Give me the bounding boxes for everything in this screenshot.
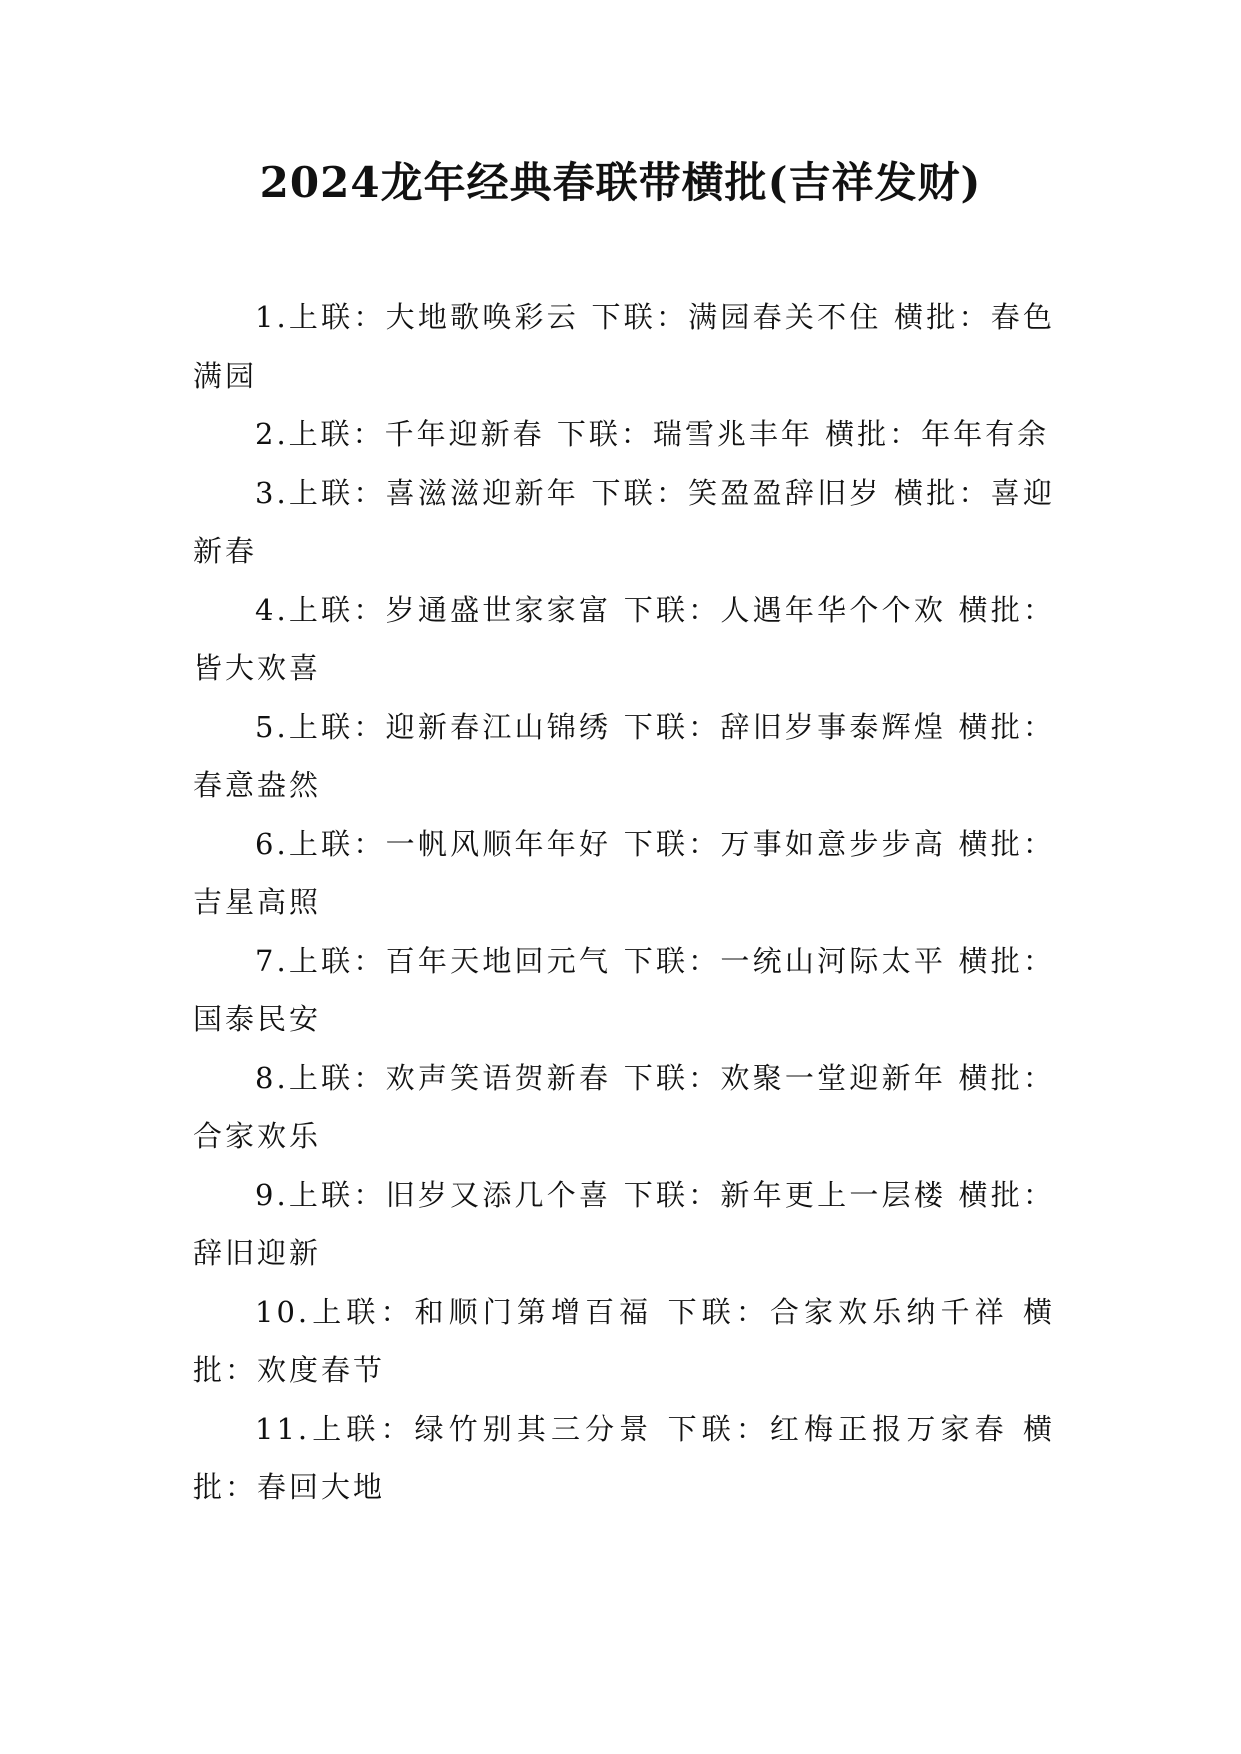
document-title: 2024龙年经典春联带横批(吉祥发财) (259, 158, 982, 207)
couplet-paragraph: 5.上联：迎新春江山锦绣 下联：辞旧岁事泰辉煌 横批：春意盎然 (193, 709, 1055, 802)
couplet-paragraph: 10.上联：和顺门第增百福 下联：合家欢乐纳千祥 横批：欢度春节 (193, 1294, 1055, 1387)
couplet-paragraph: 4.上联：岁通盛世家家富 下联：人遇年华个个欢 横批：皆大欢喜 (193, 592, 1055, 685)
couplet-paragraph: 3.上联：喜滋滋迎新年 下联：笑盈盈辞旧岁 横批：喜迎新春 (193, 475, 1055, 568)
couplet-paragraph: 9.上联：旧岁又添几个喜 下联：新年更上一层楼 横批：辞旧迎新 (193, 1177, 1055, 1270)
couplet-paragraph: 11.上联：绿竹别其三分景 下联：红梅正报万家春 横批：春回大地 (193, 1411, 1055, 1504)
couplet-paragraph: 7.上联：百年天地回元气 下联：一统山河际太平 横批：国泰民安 (193, 943, 1055, 1036)
couplet-paragraph: 2.上联：千年迎新春 下联：瑞雪兆丰年 横批：年年有余 (255, 417, 1050, 451)
couplet-list (193, 288, 1055, 1517)
couplet-paragraph: 6.上联：一帆风顺年年好 下联：万事如意步步高 横批：吉星高照 (193, 826, 1055, 919)
couplet-paragraph: 8.上联：欢声笑语贺新春 下联：欢聚一堂迎新年 横批：合家欢乐 (193, 1060, 1055, 1153)
couplet-paragraph: 1.上联：大地歌唤彩云 下联：满园春关不住 横批：春色满园 (193, 300, 1055, 393)
